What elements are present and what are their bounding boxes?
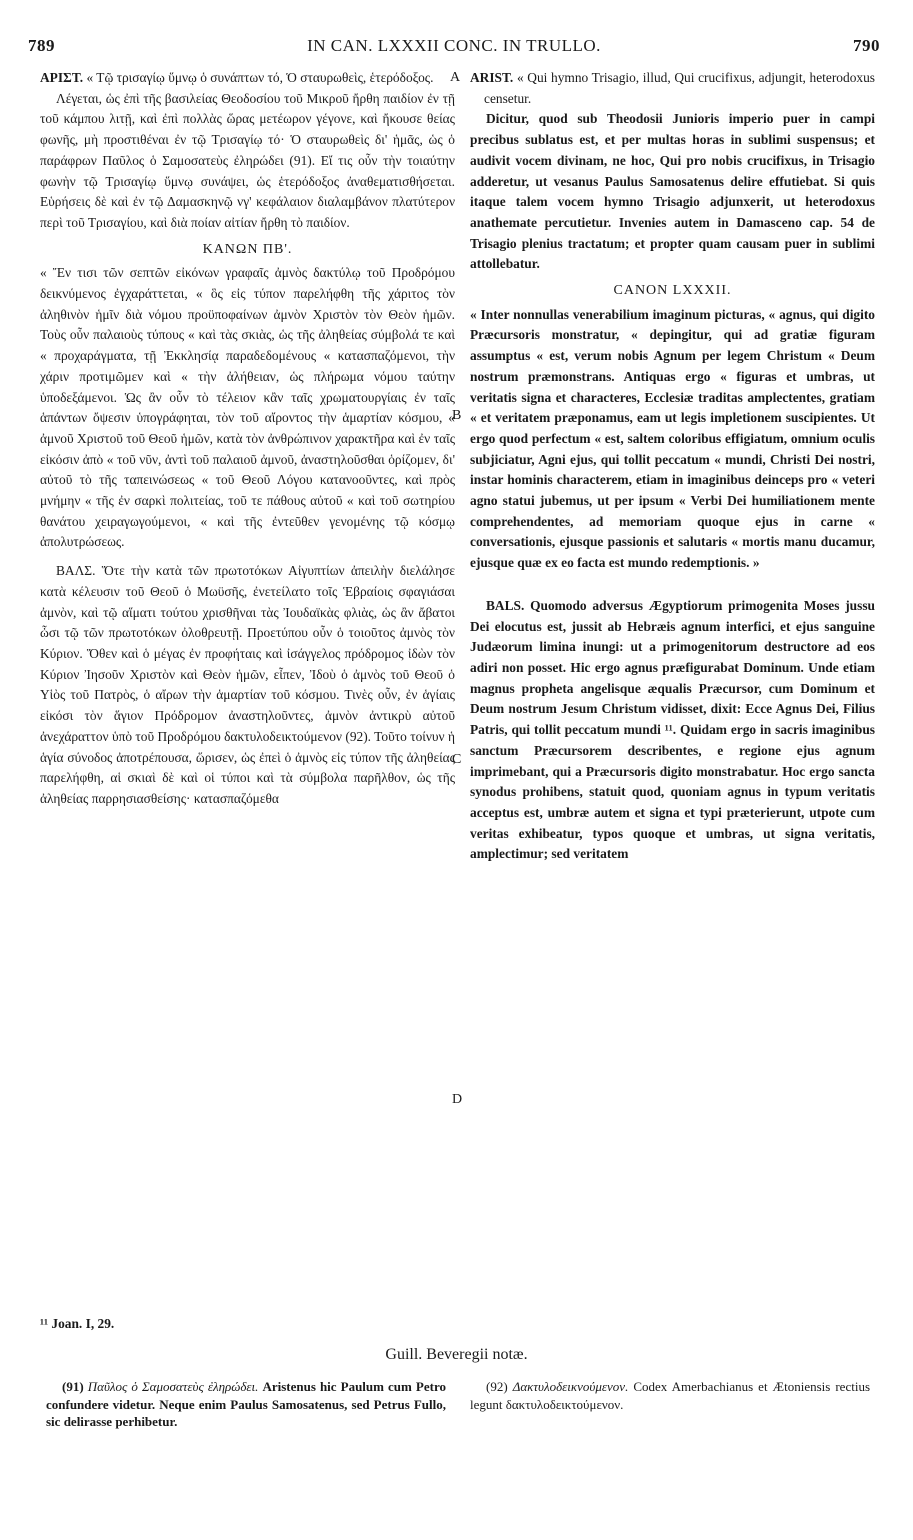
- latin-bals-text: Quomodo adversus Ægyptiorum primogenita Moses jussu Dei elocutus est, jussit ab Hebræis agnum interfici, et ejus sanguine Judæorum limina inungi: ut a primogenitorum destructore ad eos adiri non posset. Hic ergo agnus præfigurabat Dominum. Unde etiam magnus propheta angelisque æqualis Præcursor, cum Dominum et Deum nostrum Jesum Christum vidisset, dixit: Ecce Agnus Dei, Filius Patris, qui tollit peccatum mundi ¹¹. Quidam ergo in sacris imaginibus sanctum Præcursorem describentes, e regione ejus agnum imprimebant, qui a Præcursoris digito monstrabatur. Hoc ergo sancta synodus prohibens, statuit quod, quoniam agnus in typum veritatis acceptus est, umbræ autem et signa et typi præterierunt, utpote cum veritas exhibeatur, typos quoque et umbras, ut signa veritatis, amplectimur; sed veritatem: [470, 597, 875, 862]
- page-header: [28, 36, 880, 64]
- greek-bals-label: ΒΑΛΣ.: [56, 563, 96, 579]
- greek-arist-commentary: Λέγεται, ὡς ἐπὶ τῆς βασιλείας Θεοδοσίου τοῦ Μικροῦ ἤρθη παιδίον ἐν τῇ τοῦ κάμπου λιτῇ, καὶ ἐπὶ πολλὰς ὥρας μετέωρον γέγονε, καὶ ἤκουσε θείας φωνῆς, μὴ προστιθέναι ἐν τῷ Τρισαγίῳ τό· Ὁ σταυρωθεὶς δι' ἡμᾶς, ὡς ὁ παράφρων Παῦλος ὁ Σαμοσατεὺς ἐληρώδει (91). Εἴ τις οὖν τὴν τοιαύτην φωνὴν τῷ Τρισαγίῳ ὕμνῳ συνάψει, ὡς ἑτερόδοξος ἀναθεματισθήσεται. Εὑρήσεις δὲ καὶ ἐν τῷ Δαμασκηνῷ νγ' κεφάλαιον διαλαμβάνον πλατύτερον περὶ τοῦ Τρισαγίου, καὶ διὰ ποίαν αἰτίαν ἤρθη τὸ παιδίον.: [40, 90, 455, 230]
- latin-bals-paragraph: [470, 596, 875, 865]
- note-92-text: Codex Amerbachianus et Ætoniensis rectius legunt δακτυλοδεικτούμενον.: [470, 1379, 871, 1412]
- note-92: [470, 1378, 870, 1413]
- page-number-left: 789: [28, 36, 55, 55]
- notes-title: Guill. Beveregii notæ.: [385, 1346, 528, 1363]
- greek-arist-label: ΑΡΙΣΤ.: [40, 70, 84, 85]
- note-91-greek: Παῦλος ὁ Σαμοσατεὺς ἐληρώδει.: [87, 1379, 259, 1394]
- page-number-right: 790: [853, 36, 880, 55]
- margin-letter-d: D: [452, 1092, 463, 1107]
- greek-canon-heading: ΚΑΝΩΝ ΠΒ'.: [202, 241, 293, 257]
- footnote: ¹¹ Joan. I, 29.: [40, 1316, 115, 1331]
- latin-canon-text: « Inter nonnullas venerabilium imaginum picturas, « agnus, qui digito Præcursoris monstratur, « depingitur, qui ad gratiæ figuram assumptus « est, verum nobis Agnum per legem Christum « Deum nostrum præmonstrans. Antiquas ergo « figuras et umbras, ut veritatis signa et characteres, Ecclesiæ traditas amplectentes, gratiam « et veritatem præponamus, eam ut legis impletionem suscipientes. Ut ergo quod perfectum « est, saltem coloribus effigiatum, omnium oculis subjiciatur, Agni ejus, qui tollit peccatum « mundi, Christi Dei nostri, instar hominis characterem, etiam in imaginibus deinceps pro « veteri agno statui jubemus, ut per ipsum « Verbi Dei humiliationem mente comprehendentes, ad memoriam quoque ejus in carne « conversationis, ejusque passionis et salutaris « mortis manu ducamur, ejusque quæ ex eo facta est mundo redemptionis. »: [470, 306, 875, 571]
- margin-letter-b: B: [452, 408, 462, 423]
- greek-arist-paragraph: [40, 68, 455, 89]
- note-92-greek: Δακτυλοδεικνούμενον.: [512, 1379, 629, 1394]
- greek-bals-text: Ὅτε τὴν κατὰ τῶν πρωτοτόκων Αἰγυπτίων ἀπειλὴν διελάλησε κατὰ κέλευσιν τοῦ Θεοῦ ὁ Μωϋσῆς, ἐνετείλατο τοῖς Ἑβραίοις σφαγιάσαι ἀμνὸν, καὶ τῷ αἵματι τούτου χρισθῆναι τὰς Ἰουδαϊκὰς φλιὰς, ὡς ἂν ἄβατοι ὦσι τῷ τῶν πρωτοτόκων ὀλοθρευτῇ. Προετύπου οὖν ὁ τοιοῦτος ἀμνὸς τὸν Κύριον. Ὅθεν καὶ ὁ μέγας ἐν προφήταις καὶ ἰσάγγελος πρόδρομος ἰδὼν τὸν Κύριον Ἰησοῦν Χριστὸν καὶ Θεὸν ἡμῶν, εἶπεν, Ἰδοὺ ὁ ἀμνὸς τοῦ Θεοῦ ὁ Υἱὸς τοῦ Πατρὸς, ὁ αἴρων τὴν ἁμαρτίαν τοῦ κόσμου. Τινὲς οὖν, ἐν ἁγίαις εἰκόσι τὸν ἅγιον Πρόδρομον ἀναστηλοῦντες, ἀμνὸν ἀντικρὺ αὐτοῦ ἀνεχάραττον ὑπὸ τοῦ Προδρόμου δακτυλοδεικτούμενον (92). Τοῦτο τοίνυν ἡ ἁγία σύνοδος ἀποτρέπουσα, ὥρισεν, ὡς ἐπεὶ ὁ ἀμνὸς εἰς τύπον τῆς ἀληθείας παρελήφθη, αἱ σκιαὶ δὲ καὶ οἱ τύποι καὶ τὰ σύμβολα παρῆλθον, ὡς τῆς ἀληθείας παρρησιασθείσης· κατασπαζόμεθα: [40, 563, 455, 806]
- latin-arist-text: « Qui hymno Trisagio, illud, Qui crucifixus, adjungit, heterodoxus censetur.: [484, 70, 875, 106]
- greek-arist-text: « Τῷ τρισαγίῳ ὕμνῳ ὁ συνάπτων τό, Ὁ σταυρωθεὶς, ἑτερόδοξος.: [86, 70, 434, 85]
- margin-letter-c: C: [452, 752, 462, 767]
- greek-canon-text: « Ἔν τισι τῶν σεπτῶν εἰκόνων γραφαῖς ἀμνὸς δακτύλῳ τοῦ Προδρόμου δεικνύμενος ἐγχαράττεται, « ὃς εἰς τύπον παρελήφθη τῆς χάριτος τὸν ἀληθινὸν ἡμῖν διὰ νόμου προϋποφαίνων ἀμνὸν Χριστὸν τὸν Θεὸν ἡμῶν. Τοὺς οὖν παλαιοὺς τύπους « καὶ τὰς σκιὰς, ὡς τῆς ἀληθείας σύμβολά τε καὶ « προχαράγματα, τῇ Ἐκκλησίᾳ παραδεδομένους « κατασπαζόμενοι, τὴν χάριν προτιμῶμεν καὶ « τὴν ἀλήθειαν, ὡς πλήρωμα νόμου ταύτην ὑποδεξάμενοι. Ὡς ἂν οὖν τὸ τέλειον κἂν ταῖς χρωματουργίαις ἐν ταῖς ἁπάντων ὄψεσιν ὑπογράφηται, τὸν τοῦ αἴροντος τὴν ἁμαρτίαν κόσμου, « ἀμνοῦ Χριστοῦ τοῦ Θεοῦ ἡμῶν, κατὰ τὸν ἀνθρώπινον χαρακτῆρα καὶ ἐν ταῖς εἰκόσιν ἀπὸ « τοῦ νῦν, ἀντὶ τοῦ παλαιοῦ ἀμνοῦ, ἀναστηλοῦσθαι ὁρίζομεν, δι' αὐτοῦ τὸ τῆς ταπεινώσεως « τοῦ Θεοῦ Λόγου κατανοοῦντες, καὶ πρὸς μνήμην « τῆς ἐν σαρκὶ πολιτείας, τοῦ τε πάθους αὐτοῦ « καὶ τοῦ σωτηρίου θανάτου χειραγωγούμενοι, « καὶ τῆς ἐντεῦθεν γενομένης τῷ κόσμῳ ἀπολυτρώσεως.: [40, 265, 455, 550]
- running-title: IN CAN. LXXXII CONC. IN TRULLO.: [307, 36, 601, 55]
- latin-arist-paragraph: [470, 68, 875, 109]
- margin-letter-a: A: [450, 70, 461, 85]
- note-91-number: (91): [62, 1379, 84, 1394]
- note-91: [46, 1378, 446, 1431]
- greek-column: [40, 68, 455, 810]
- note-92-number: (92): [486, 1379, 508, 1394]
- note-91-text: Aristenus hic Paulum cum Petro confundere videtur. Neque enim Paulus Samosatenus, sed Petrus Fullo, sic delirasse perhibetur.: [46, 1379, 446, 1429]
- latin-arist-label: ARIST.: [470, 70, 514, 85]
- latin-canon-heading: CANON LXXXII.: [613, 283, 732, 299]
- latin-arist-commentary: Dicitur, quod sub Theodosii Junioris imperio puer in campi precibus sublatus est, et per multas horas in sublimi suspensus; et audivit vocem divinam, ne hoc, Qui pro nobis crucifixus, in Trisagio adderetur, ut vesanus Paulus Samosatenus delire effutiebat. Si quis itaque talem vocem hymno Trisagio adjunxerit, ut heterodoxus anathemate percutietur. Invenies autem in Damasceno cap. 54 de Trisagio plenius tractatum; et propter quam causam puer in sublimi attollebatur.: [470, 111, 875, 272]
- latin-column: [470, 68, 875, 865]
- greek-bals-paragraph: [40, 561, 455, 809]
- latin-bals-label: BALS.: [486, 597, 525, 613]
